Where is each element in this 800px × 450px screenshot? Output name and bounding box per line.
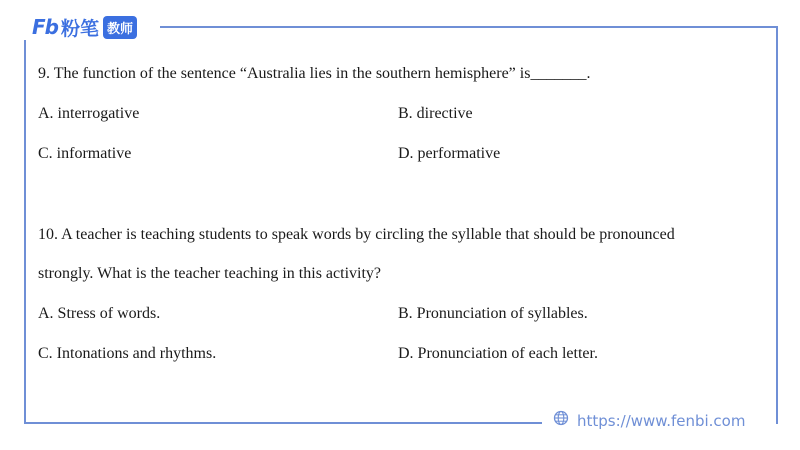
fenbi-logo — [32, 14, 137, 40]
question-10-option-b: B. Pronunciation of syllables. — [398, 305, 588, 322]
question-10-stem-line1: 10. A teacher is teaching students to speak words by circling the syllable that should be pronounced — [38, 226, 675, 243]
footer-url-text[interactable]: https://www.fenbi.com — [577, 411, 746, 430]
frame-top-line — [160, 26, 778, 28]
question-10-option-d: D. Pronunciation of each letter. — [398, 345, 598, 362]
question-9-option-c: C. informative — [38, 145, 132, 162]
question-9-stem: 9. The function of the sentence “Australia lies in the southern hemisphere” is_______. — [38, 65, 591, 82]
question-9-option-a: A. interrogative — [38, 105, 140, 122]
question-10-option-a: A. Stress of words. — [38, 305, 161, 322]
globe-icon — [553, 410, 569, 431]
logo-brand: 粉笔 — [60, 17, 99, 40]
frame-right-line — [776, 26, 778, 424]
footer-url[interactable] — [553, 410, 745, 431]
logo-mark: Fb — [32, 15, 58, 39]
question-9-option-b: B. directive — [398, 105, 473, 122]
logo-badge: 教师 — [103, 16, 137, 39]
question-10-option-c: C. Intonations and rhythms. — [38, 345, 217, 362]
question-10-stem-line2: strongly. What is the teacher teaching in this activity? — [38, 265, 382, 282]
frame-left-line — [24, 40, 26, 424]
question-9-option-d: D. performative — [398, 145, 501, 162]
frame-bottom-line — [24, 422, 542, 424]
